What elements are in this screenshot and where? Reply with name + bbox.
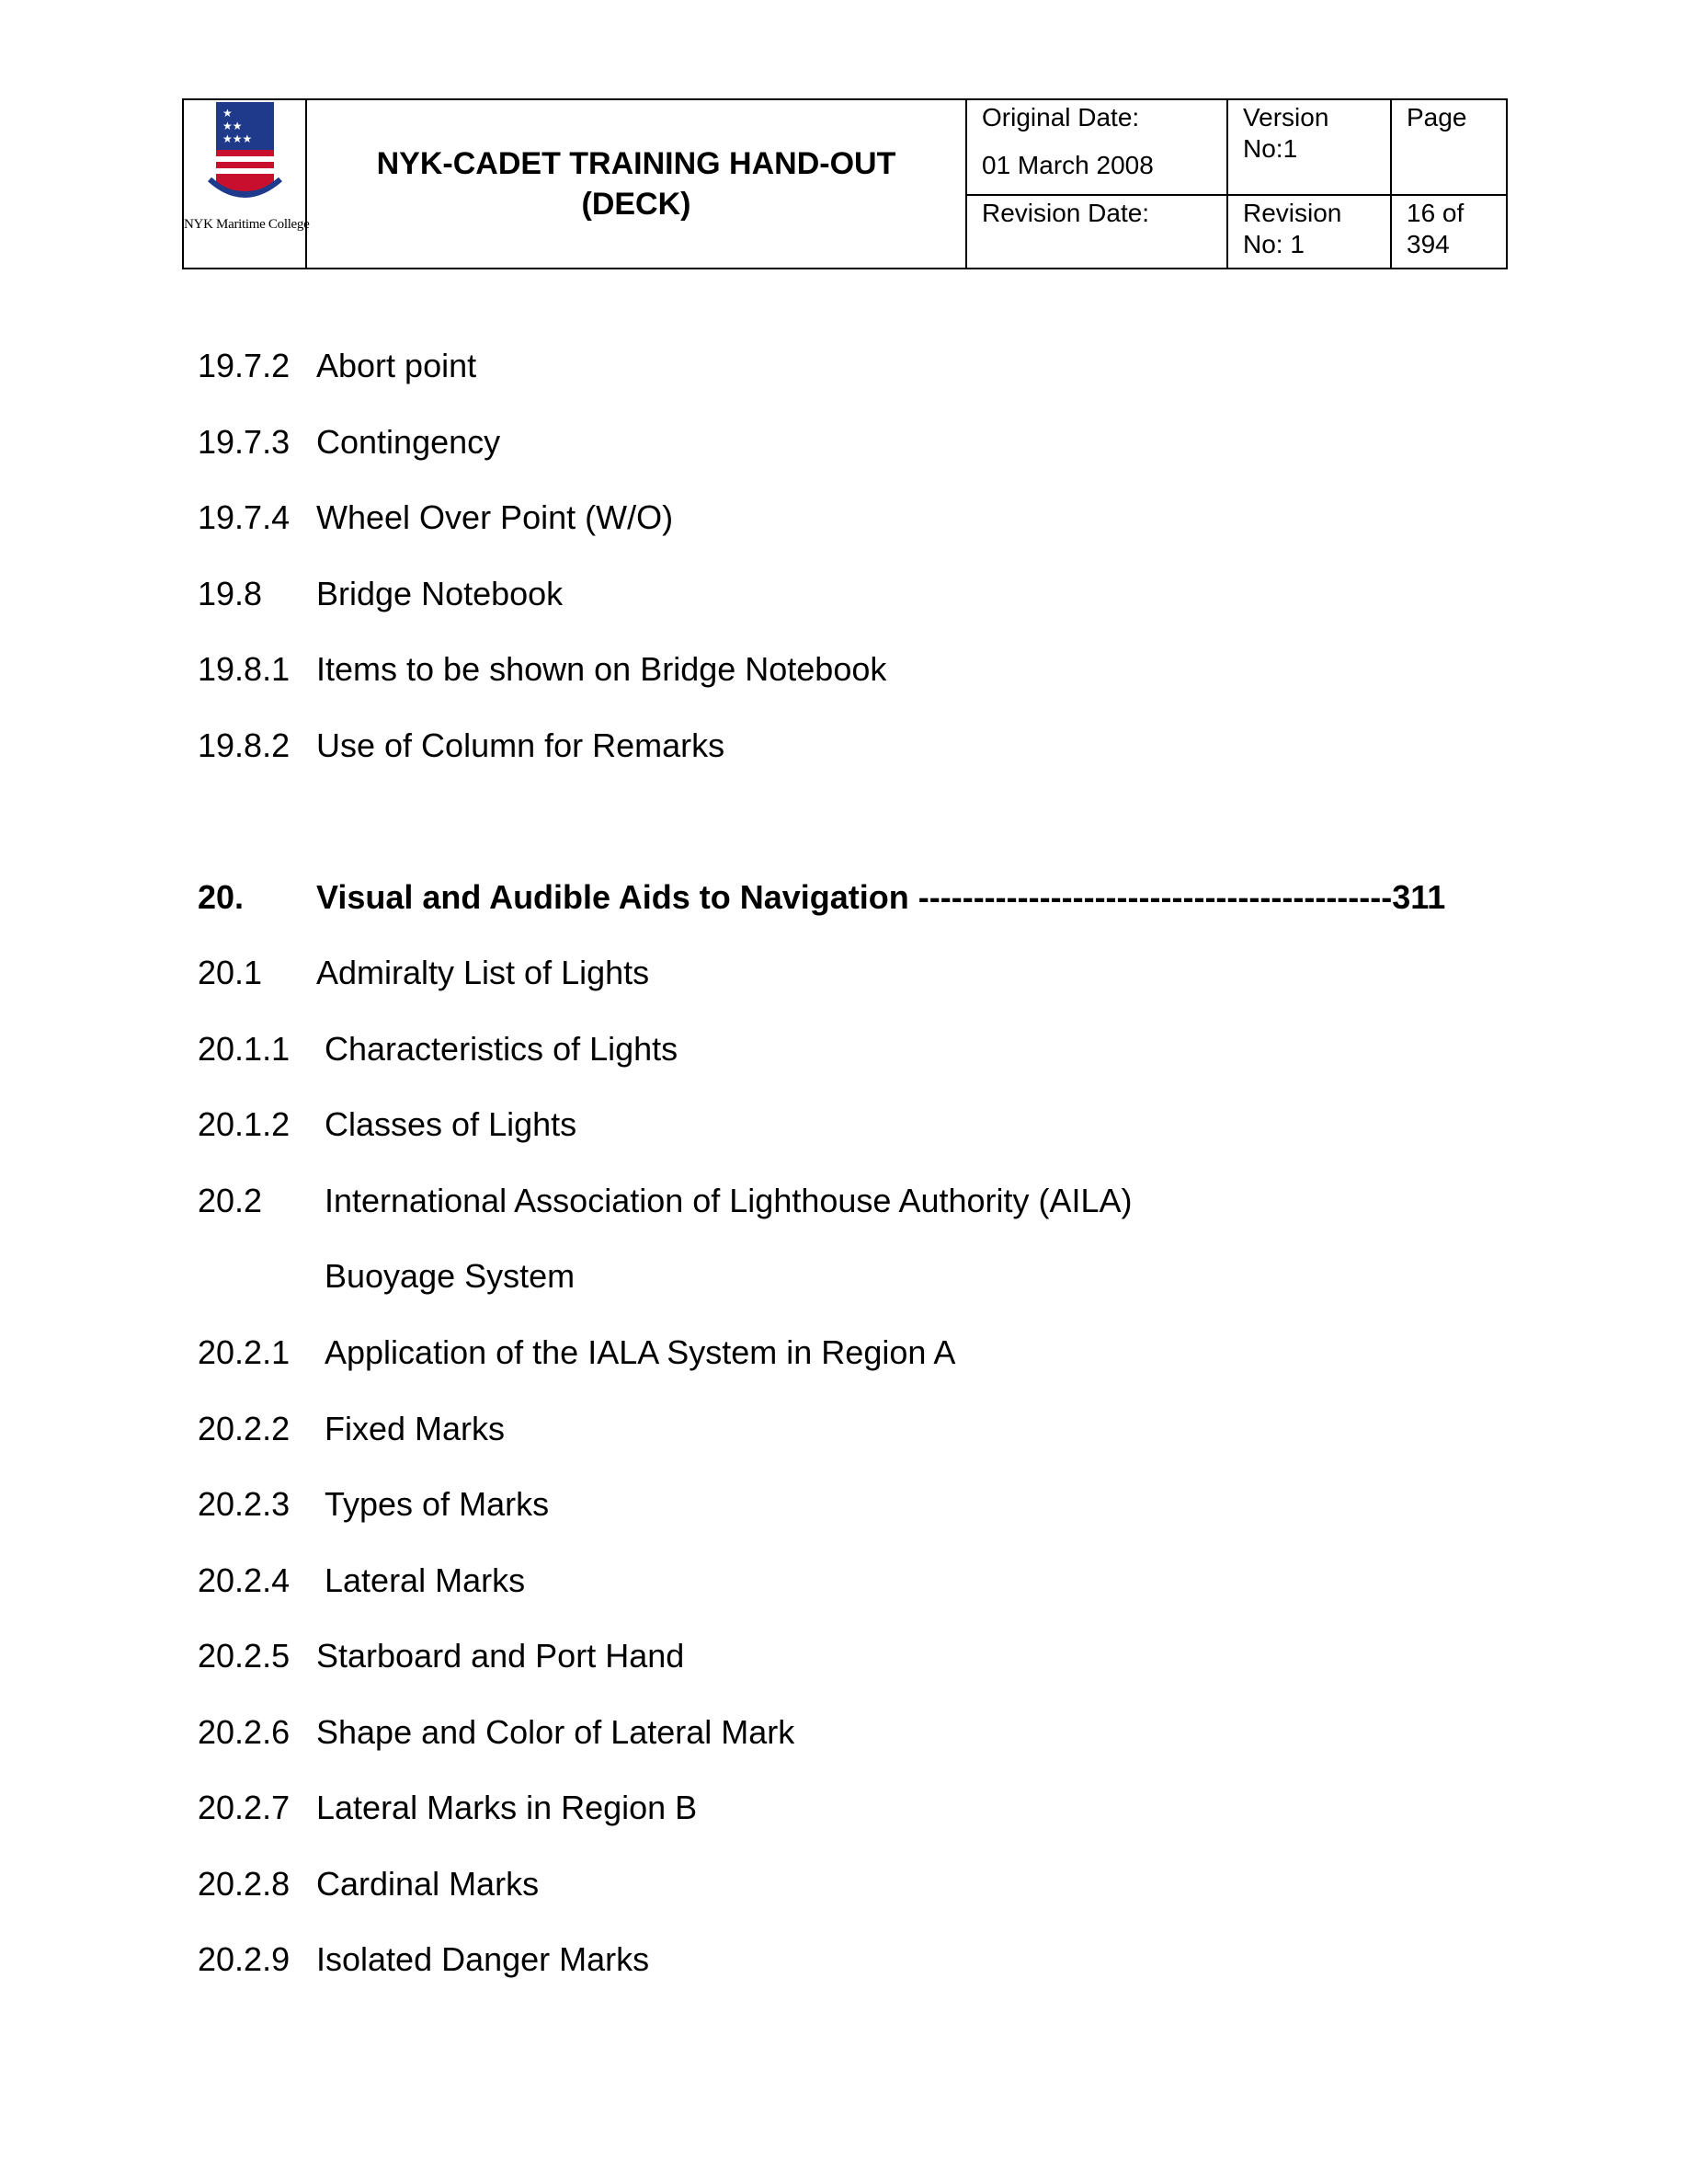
toc-title: Bridge Notebook [316,575,564,612]
toc-number: 20.2.9 [198,1940,291,1978]
toc-number: 19.8.1 [198,650,291,688]
revision-number: No: 1 [1243,230,1305,258]
toc-title: Characteristics of Lights [325,1030,678,1068]
toc-entry [0,574,1687,614]
toc-number: 20.2.8 [198,1865,291,1903]
toc-title: Lateral Marks [325,1561,526,1599]
toc-number: 20.2.1 [198,1333,291,1371]
toc-number: 20.2.4 [198,1561,291,1599]
toc-number: 20.2 [198,1182,263,1219]
toc-title: Isolated Danger Marks [316,1940,650,1978]
toc-number: 20.1 [198,954,263,991]
logo-caption: NYK Maritime College [184,217,310,232]
toc-chapter-entry [0,877,1687,918]
toc-title: Items to be shown on Bridge Notebook [316,650,887,688]
svg-text:★: ★ [222,107,233,120]
page-label: Page [1407,103,1467,131]
toc-title: Fixed Marks [325,1410,506,1447]
title-line-1: NYK-CADET TRAINING HAND-OUT [376,146,896,181]
toc-title: Contingency [316,423,501,461]
toc-number: 20.2.7 [198,1789,291,1826]
toc-number: 19.8.2 [198,726,291,764]
original-date-label: Original Date: [982,103,1140,131]
toc-title: Use of Column for Remarks [316,726,725,764]
toc-number: 20.2.5 [198,1637,291,1675]
toc-entry [0,346,1687,386]
toc-entry [0,422,1687,463]
toc-entry [0,649,1687,690]
toc-entry [0,1939,1687,1980]
toc-number: 19.8 [198,575,263,612]
toc-entry [0,1104,1687,1145]
toc-number: 19.7.2 [198,347,291,384]
toc-title: International Association of Lighthouse Authority (AILA) [325,1182,1133,1219]
toc-entry [0,1788,1687,1828]
toc-entry [0,1484,1687,1525]
toc-number: 19.7.3 [198,423,291,461]
toc-entry-continuation [0,1256,1687,1297]
original-date-value: 01 March 2008 [982,151,1154,179]
toc-entry [0,497,1687,538]
toc-title: Classes of Lights [325,1105,577,1143]
toc-entry [0,1181,1687,1221]
toc-title: Shape and Color of Lateral Mark [316,1713,795,1751]
toc-entry [0,953,1687,993]
title-line-2: (DECK) [581,187,691,222]
version-number: No:1 [1243,134,1298,163]
toc-title: Wheel Over Point (W/O) [316,498,674,536]
toc-entry [0,726,1687,766]
toc-entry [0,1409,1687,1449]
toc-title: Types of Marks [325,1485,550,1523]
toc-number: 19.7.4 [198,498,291,536]
toc-title: Admiralty List of Lights [316,954,650,991]
toc-title: Buoyage System [325,1257,576,1295]
toc-number: 20.1.1 [198,1030,291,1068]
toc-entry [0,1561,1687,1601]
toc-title: Starboard and Port Hand [316,1637,685,1675]
page-number: 16 of 394 [1407,199,1465,258]
svg-text:★★★: ★★★ [222,132,253,145]
toc-entry [0,1636,1687,1676]
toc-entry [0,1029,1687,1069]
toc-title: Abort point [316,347,477,384]
toc-number: 20.2.2 [198,1410,291,1447]
toc-title: Cardinal Marks [316,1865,540,1903]
toc-entry [0,1332,1687,1373]
toc-title: Application of the IALA System in Region A [325,1333,956,1371]
toc-entry [0,1712,1687,1753]
toc-entry [0,1864,1687,1904]
version-label: Version [1243,103,1329,131]
toc-title: Lateral Marks in Region B [316,1789,698,1826]
toc-number: 20.2.6 [198,1713,291,1751]
revision-label: Revision [1243,199,1342,227]
svg-text:★★: ★★ [222,120,243,132]
toc-number: 20.1.2 [198,1105,291,1143]
toc-number: 20.2.3 [198,1485,291,1523]
revision-date-label: Revision Date: [982,199,1150,227]
toc-number: 20. [198,878,245,916]
toc-title: Visual and Audible Aids to Navigation -------------------------------------------311 [316,878,1446,916]
